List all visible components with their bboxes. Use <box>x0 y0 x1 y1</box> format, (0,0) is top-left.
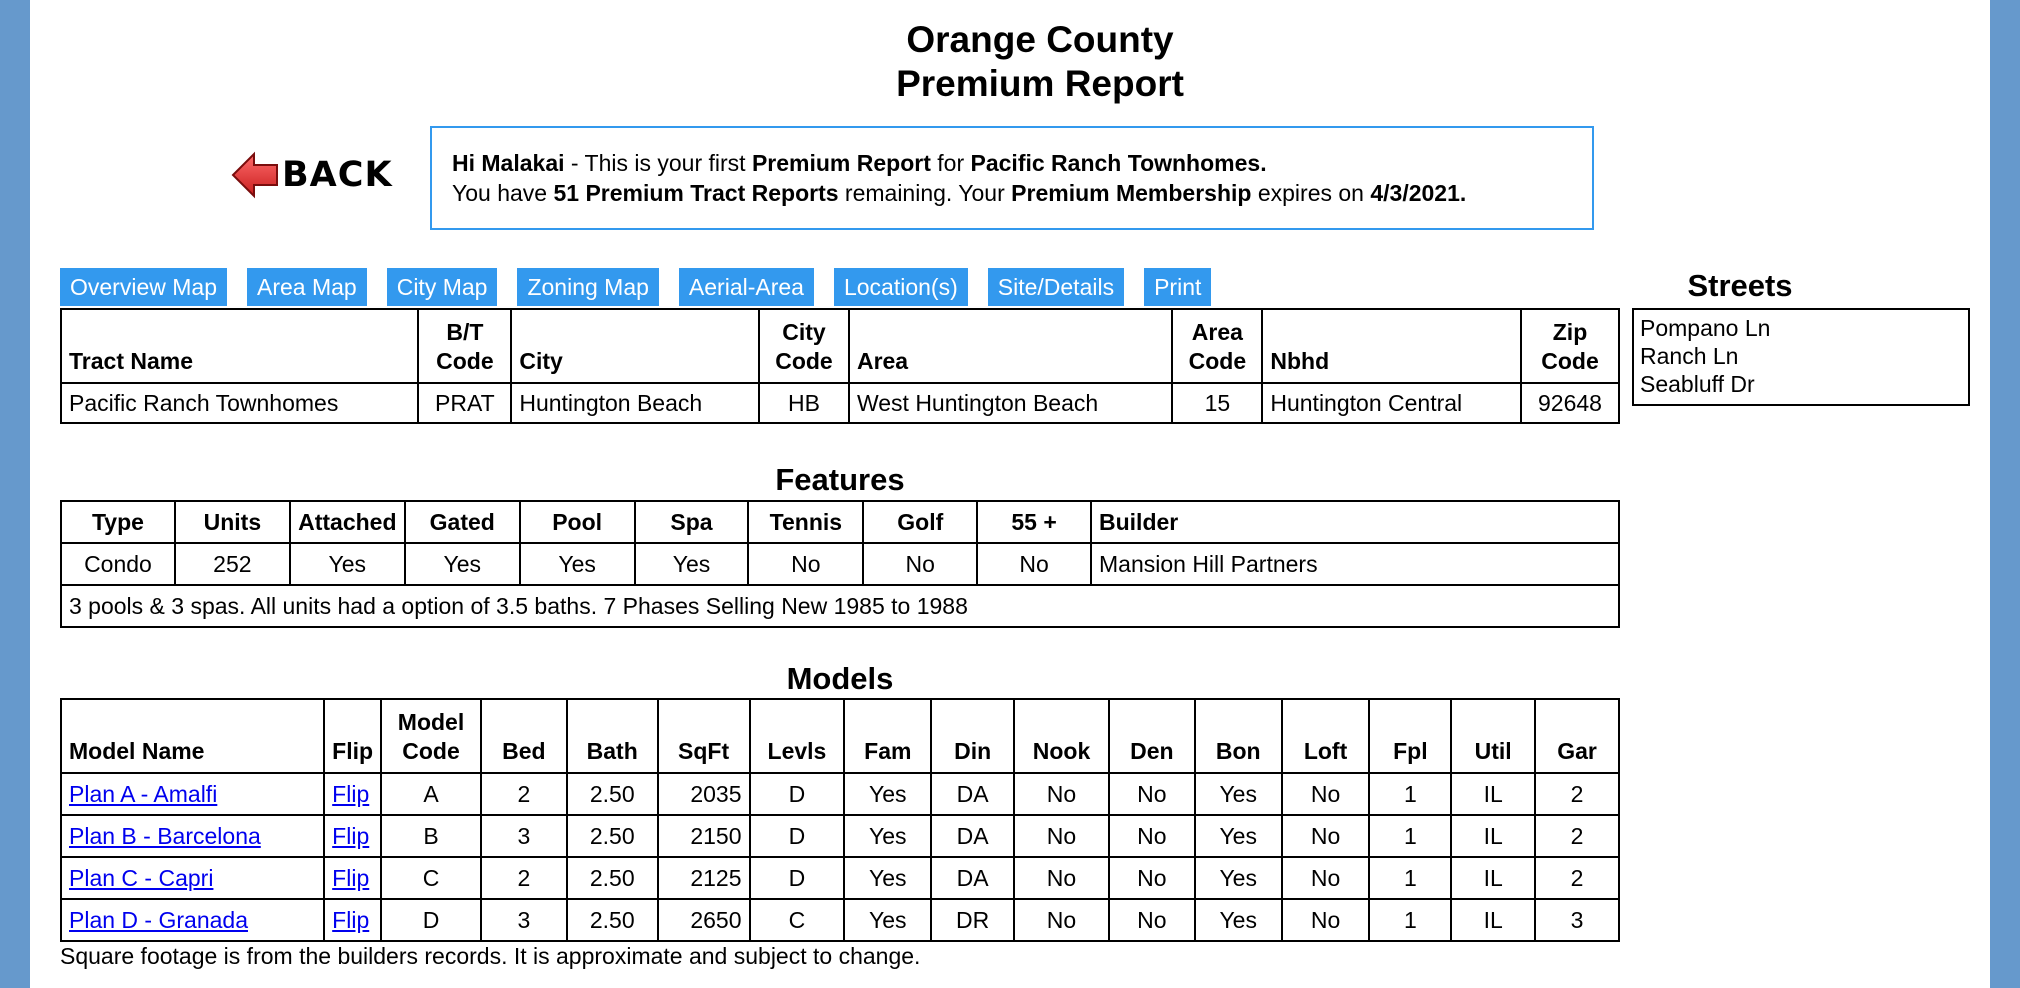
features-note: 3 pools & 3 spas. All units had a option of 3.5 baths. 7 Phases Selling New 1985 to 1988 <box>61 585 1619 627</box>
city-map-button[interactable]: City Map <box>387 268 498 306</box>
flip-link-plan-d[interactable]: Flip <box>332 906 370 933</box>
table-row <box>61 773 1619 815</box>
report-page <box>30 0 1990 988</box>
bon-cell: Yes <box>1195 773 1282 815</box>
col-sqft: SqFt <box>658 699 750 773</box>
bon-cell: Yes <box>1195 815 1282 857</box>
col-builder: Builder <box>1091 501 1619 543</box>
area-cell: West Huntington Beach <box>849 383 1172 423</box>
print-button[interactable]: Print <box>1144 268 1211 306</box>
model-link-plan-b[interactable]: Plan B - Barcelona <box>69 822 261 849</box>
table-row <box>61 543 1619 585</box>
tract-table <box>60 308 1620 424</box>
back-label: BACK <box>282 155 393 195</box>
col-flip: Flip <box>324 699 381 773</box>
tract-name-cell: Pacific Ranch Townhomes <box>61 383 418 423</box>
greeting-line-1 <box>452 148 1572 178</box>
spa-cell: Yes <box>635 543 749 585</box>
den-cell: No <box>1109 899 1195 941</box>
col-zip-line1: Zip <box>1552 319 1588 345</box>
locations-button[interactable]: Location(s) <box>834 268 968 306</box>
street-item: Ranch Ln <box>1640 343 1739 369</box>
nook-cell: No <box>1014 773 1109 815</box>
sqft-cell: 2150 <box>658 815 750 857</box>
bed-cell: 3 <box>481 815 567 857</box>
greeting-expiry-date: 4/3/2021. <box>1370 180 1467 206</box>
col-zip-line2: Code <box>1541 348 1599 374</box>
col-city-code-line1: City <box>782 319 826 345</box>
col-model-code-line1: Model <box>397 709 465 735</box>
model-link-plan-c[interactable]: Plan C - Capri <box>69 864 214 891</box>
zip-cell: 92648 <box>1521 383 1619 423</box>
col-gar: Gar <box>1535 699 1619 773</box>
col-attached: Attached <box>290 501 405 543</box>
features-table <box>60 500 1620 628</box>
util-cell: IL <box>1451 899 1535 941</box>
col-bt-code <box>418 309 511 383</box>
tract-header-row <box>61 309 1619 383</box>
din-cell: DA <box>931 773 1014 815</box>
model-name-cell <box>61 773 324 815</box>
streets-title: Streets <box>1687 268 1793 303</box>
col-fam: Fam <box>844 699 931 773</box>
col-fpl: Fpl <box>1369 699 1451 773</box>
col-spa: Spa <box>635 501 749 543</box>
greeting-box <box>430 126 1594 230</box>
bath-cell: 2.50 <box>567 815 658 857</box>
greeting-report: Premium Report <box>751 150 931 176</box>
greeting-remaining: remaining. Your <box>838 180 1012 206</box>
col-den: Den <box>1109 699 1195 773</box>
col-util: Util <box>1451 699 1535 773</box>
streets-list <box>1632 308 1970 406</box>
bath-cell: 2.50 <box>567 899 658 941</box>
col-area-code-line2: Code <box>1188 348 1247 374</box>
den-cell: No <box>1109 815 1195 857</box>
model-name-cell <box>61 857 324 899</box>
greeting-membership: Premium Membership <box>1011 180 1252 206</box>
col-bon: Bon <box>1195 699 1282 773</box>
area-map-button[interactable]: Area Map <box>247 268 367 306</box>
models-table <box>60 698 1620 942</box>
col-model-code <box>381 699 481 773</box>
fam-cell: Yes <box>844 899 931 941</box>
levls-cell: D <box>750 857 845 899</box>
back-button[interactable] <box>230 145 402 205</box>
bed-cell: 2 <box>481 857 567 899</box>
fpl-cell: 1 <box>1369 857 1451 899</box>
overview-map-button[interactable]: Overview Map <box>60 268 227 306</box>
city-cell: Huntington Beach <box>511 383 759 423</box>
street-item: Pompano Ln <box>1640 315 1771 341</box>
col-bt-code-line1: B/T <box>446 319 484 345</box>
bon-cell: Yes <box>1195 899 1282 941</box>
nbhd-cell: Huntington Central <box>1262 383 1521 423</box>
col-city: City <box>511 309 759 383</box>
gated-cell: Yes <box>405 543 520 585</box>
den-cell: No <box>1109 773 1195 815</box>
col-units: Units <box>175 501 290 543</box>
din-cell: DR <box>931 899 1014 941</box>
col-55plus: 55 + <box>977 501 1091 543</box>
table-row <box>61 383 1619 423</box>
col-city-code <box>759 309 849 383</box>
flip-cell <box>324 899 381 941</box>
builder-cell: Mansion Hill Partners <box>1091 543 1619 585</box>
nook-cell: No <box>1014 815 1109 857</box>
bath-cell: 2.50 <box>567 773 658 815</box>
flip-cell <box>324 857 381 899</box>
sqft-cell: 2125 <box>658 857 750 899</box>
model-code-cell: C <box>381 857 481 899</box>
loft-cell: No <box>1282 815 1370 857</box>
col-city-code-line2: Code <box>775 348 833 374</box>
greeting-name: Hi Malakai <box>452 150 565 176</box>
greeting-tract: Pacific Ranch Townhomes. <box>970 150 1267 176</box>
model-link-plan-a[interactable]: Plan A - Amalfi <box>69 780 218 807</box>
street-item: Seabluff Dr <box>1640 371 1755 397</box>
flip-link-plan-a[interactable]: Flip <box>332 780 370 807</box>
city-code-cell: HB <box>759 383 849 423</box>
fpl-cell: 1 <box>1369 773 1451 815</box>
levls-cell: C <box>750 899 845 941</box>
col-bed: Bed <box>481 699 567 773</box>
flip-cell <box>324 815 381 857</box>
flip-link-plan-c[interactable]: Flip <box>332 864 370 891</box>
col-loft: Loft <box>1282 699 1370 773</box>
model-code-cell: B <box>381 815 481 857</box>
units-cell: 252 <box>175 543 290 585</box>
model-name-cell <box>61 899 324 941</box>
model-code-cell: D <box>381 899 481 941</box>
loft-cell: No <box>1282 899 1370 941</box>
type-cell: Condo <box>61 543 175 585</box>
sqft-cell: 2650 <box>658 899 750 941</box>
greeting-text: - This is your first <box>564 150 752 176</box>
col-golf: Golf <box>863 501 977 543</box>
loft-cell: No <box>1282 857 1370 899</box>
col-model-name: Model Name <box>61 699 324 773</box>
col-nook: Nook <box>1014 699 1109 773</box>
util-cell: IL <box>1451 773 1535 815</box>
gar-cell: 2 <box>1535 857 1619 899</box>
attached-cell: Yes <box>290 543 405 585</box>
features-title: Features <box>775 462 905 497</box>
models-footnote: Square footage is from the builders records. It is approximate and subject to change. <box>60 943 921 969</box>
nook-cell: No <box>1014 899 1109 941</box>
gar-cell: 2 <box>1535 815 1619 857</box>
sqft-cell: 2035 <box>658 773 750 815</box>
table-row <box>61 815 1619 857</box>
greeting-for: for <box>930 150 971 176</box>
fam-cell: Yes <box>844 773 931 815</box>
55plus-cell: No <box>977 543 1091 585</box>
din-cell: DA <box>931 857 1014 899</box>
models-header-row <box>61 699 1619 773</box>
area-code-cell: 15 <box>1172 383 1262 423</box>
page-title <box>730 18 1350 106</box>
features-header-row <box>61 501 1619 543</box>
fam-cell: Yes <box>844 815 931 857</box>
col-tennis: Tennis <box>748 501 863 543</box>
den-cell: No <box>1109 857 1195 899</box>
nook-cell: No <box>1014 857 1109 899</box>
col-din: Din <box>931 699 1014 773</box>
col-nbhd: Nbhd <box>1262 309 1521 383</box>
bon-cell: Yes <box>1195 857 1282 899</box>
din-cell: DA <box>931 815 1014 857</box>
col-bath: Bath <box>567 699 658 773</box>
col-type: Type <box>61 501 175 543</box>
col-bt-code-line2: Code <box>436 348 494 374</box>
models-title: Models <box>786 661 894 696</box>
zoning-map-button[interactable]: Zoning Map <box>517 268 658 306</box>
col-area-code-line1: Area <box>1191 319 1243 345</box>
col-model-code-line2: Code <box>402 738 460 764</box>
site-details-button[interactable]: Site/Details <box>988 268 1124 306</box>
report-nav <box>60 268 1211 306</box>
gar-cell: 3 <box>1535 899 1619 941</box>
levls-cell: D <box>750 773 845 815</box>
bt-code-cell: PRAT <box>418 383 511 423</box>
left-arrow-icon <box>230 150 280 200</box>
col-area-code <box>1172 309 1262 383</box>
gar-cell: 2 <box>1535 773 1619 815</box>
greeting-you-have: You have <box>452 180 554 206</box>
table-row <box>61 899 1619 941</box>
table-row <box>61 857 1619 899</box>
col-area: Area <box>849 309 1172 383</box>
col-gated: Gated <box>405 501 520 543</box>
pool-cell: Yes <box>520 543 635 585</box>
bath-cell: 2.50 <box>567 857 658 899</box>
col-pool: Pool <box>520 501 635 543</box>
aerial-area-button[interactable]: Aerial-Area <box>679 268 814 306</box>
fpl-cell: 1 <box>1369 815 1451 857</box>
col-levls: Levls <box>750 699 845 773</box>
model-name-cell <box>61 815 324 857</box>
flip-cell <box>324 773 381 815</box>
col-zip <box>1521 309 1619 383</box>
util-cell: IL <box>1451 857 1535 899</box>
model-code-cell: A <box>381 773 481 815</box>
col-tract-name: Tract Name <box>61 309 418 383</box>
model-link-plan-d[interactable]: Plan D - Granada <box>69 906 248 933</box>
bed-cell: 2 <box>481 773 567 815</box>
loft-cell: No <box>1282 773 1370 815</box>
util-cell: IL <box>1451 815 1535 857</box>
title-county: Orange County <box>906 19 1174 60</box>
features-note-row <box>61 585 1619 627</box>
greeting-remaining-count: 51 Premium Tract Reports <box>553 180 839 206</box>
title-report: Premium Report <box>896 63 1184 104</box>
levls-cell: D <box>750 815 845 857</box>
flip-link-plan-b[interactable]: Flip <box>332 822 370 849</box>
greeting-line-2 <box>452 178 1572 208</box>
tennis-cell: No <box>748 543 863 585</box>
fpl-cell: 1 <box>1369 899 1451 941</box>
bed-cell: 3 <box>481 899 567 941</box>
fam-cell: Yes <box>844 857 931 899</box>
golf-cell: No <box>863 543 977 585</box>
greeting-expires: expires on <box>1251 180 1371 206</box>
